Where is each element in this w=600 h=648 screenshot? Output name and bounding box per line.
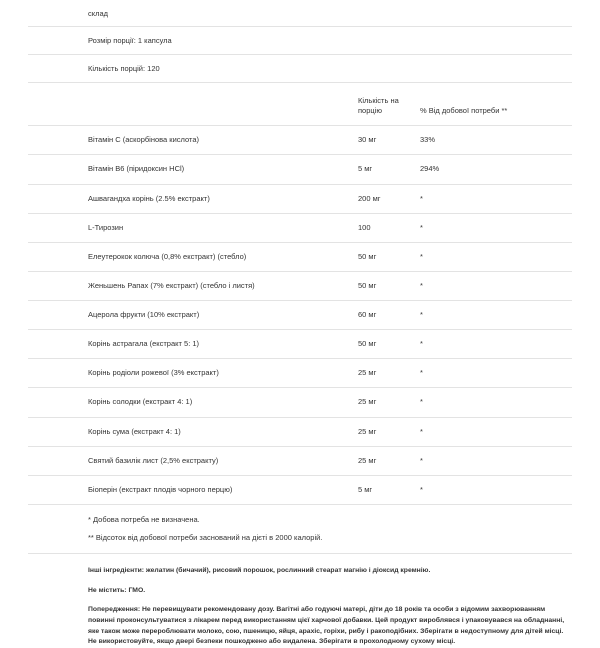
table-row: [28, 475, 572, 504]
row-ingredient: Корінь родіоли рожевої (3% екстракт): [88, 359, 358, 388]
row-ingredient: Корінь солодки (екстракт 4: 1): [88, 388, 358, 417]
row-daily-value: *: [420, 475, 572, 504]
row-indent: [28, 475, 88, 504]
row-amount: 30 мг: [358, 126, 420, 155]
row-daily-value: *: [420, 330, 572, 359]
warning-text: Попередження: Не перевищувати рекомендовану дозу. Вагітні або годуючі матері, діти до 18 років та особи з відомим захворюванням повинні проконсультуватися з лікарем перед використанням цієї харчової добавки. Цей продукт вироблявся і упаковувався на обладнанні, яке також може перероблювати молоко, сою, пшеницю, яйця, арахіс, горіхи, рибу і ракоподібних. Зберігати в недоступному для дітей місці. Не використовуйте, якщо двері безпеки пошкоджено або видалена. Зберігати в прохолодному сухому місці.: [88, 606, 565, 646]
footnote-daily-value-basis: ** Відсоток від добової потреби заснований на дієті в 2000 калорій.: [28, 525, 572, 554]
row-daily-value: *: [420, 417, 572, 446]
row-indent: [28, 126, 88, 155]
header-spacer: [28, 83, 88, 126]
row-ingredient: Ашвагандха корінь (2.5% екстракт): [88, 184, 358, 213]
table-row: [28, 388, 572, 417]
table-row: [28, 359, 572, 388]
row-indent: [28, 417, 88, 446]
row-amount: 5 мг: [358, 155, 420, 184]
row-indent: [28, 213, 88, 242]
table-row: [28, 446, 572, 475]
row-indent: [28, 242, 88, 271]
row-daily-value: 33%: [420, 126, 572, 155]
header-amount: Кількість на порцію: [358, 83, 420, 126]
table-header-row: [28, 83, 572, 126]
row-amount: 25 мг: [358, 388, 420, 417]
row-daily-value: *: [420, 301, 572, 330]
row-daily-value: *: [420, 388, 572, 417]
row-amount: 5 мг: [358, 475, 420, 504]
row-daily-value: *: [420, 242, 572, 271]
row-ingredient: Корінь астрагала (екстракт 5: 1): [88, 330, 358, 359]
row-ingredient: Женьшень Рапах (7% екстракт) (стебло і листя): [88, 271, 358, 300]
table-row: [28, 213, 572, 242]
row-amount: 25 мг: [358, 446, 420, 475]
row-amount: 50 мг: [358, 330, 420, 359]
footnote-daily-value-undetermined: * Добова потреба не визначена.: [88, 514, 200, 524]
table-body: [28, 126, 572, 505]
row-indent: [28, 155, 88, 184]
row-amount: 25 мг: [358, 417, 420, 446]
servings-per-container-row: Кількість порцій: 120: [28, 55, 572, 83]
row-indent: [28, 388, 88, 417]
other-ingredients: Інші інгредієнти: желатин (бичачий), рисовий порошок, рослинний стеарат магнію і діоксид кремнію.: [88, 567, 431, 575]
row-daily-value: *: [420, 184, 572, 213]
header-daily-value: % Від добової потреби **: [420, 83, 572, 126]
row-amount: 60 мг: [358, 301, 420, 330]
row-indent: [28, 184, 88, 213]
row-amount: 100: [358, 213, 420, 242]
row-ingredient: Ацерола фрукти (10% екстракт): [88, 301, 358, 330]
row-ingredient: Елеутерокок колюча (0,8% екстракт) (стебло): [88, 242, 358, 271]
row-amount: 200 мг: [358, 184, 420, 213]
row-ingredient: Біоперін (екстракт плодів чорного перцю): [88, 475, 358, 504]
row-amount: 50 мг: [358, 242, 420, 271]
table-row: [28, 155, 572, 184]
table-row: [28, 126, 572, 155]
bottom-notes: [28, 554, 572, 647]
row-indent: [28, 301, 88, 330]
row-ingredient: Вітамін B6 (піридоксин HCl): [88, 155, 358, 184]
row-ingredient: Святий базилік лист (2,5% екстракту): [88, 446, 358, 475]
table-row: [28, 330, 572, 359]
row-ingredient: Корінь сума (екстракт 4: 1): [88, 417, 358, 446]
free-from: Не містить: ГМО.: [88, 586, 146, 594]
table-row: [28, 417, 572, 446]
row-daily-value: *: [420, 271, 572, 300]
row-ingredient: L-Тирозин: [88, 213, 358, 242]
table-row: [28, 301, 572, 330]
row-amount: 50 мг: [358, 271, 420, 300]
row-daily-value: *: [420, 359, 572, 388]
row-indent: [28, 446, 88, 475]
table-row: [28, 184, 572, 213]
row-amount: 25 мг: [358, 359, 420, 388]
section-title: склад: [28, 0, 572, 27]
row-daily-value: *: [420, 213, 572, 242]
row-ingredient: Вітамін C (аскорбінова кислота): [88, 126, 358, 155]
row-indent: [28, 359, 88, 388]
row-indent: [28, 330, 88, 359]
row-daily-value: *: [420, 446, 572, 475]
row-indent: [28, 271, 88, 300]
supplement-facts-table: [28, 83, 572, 505]
table-row: [28, 242, 572, 271]
header-ingredient: [88, 83, 358, 126]
serving-size-row: Розмір порції: 1 капсула: [28, 27, 572, 55]
table-row: [28, 271, 572, 300]
row-daily-value: 294%: [420, 155, 572, 184]
